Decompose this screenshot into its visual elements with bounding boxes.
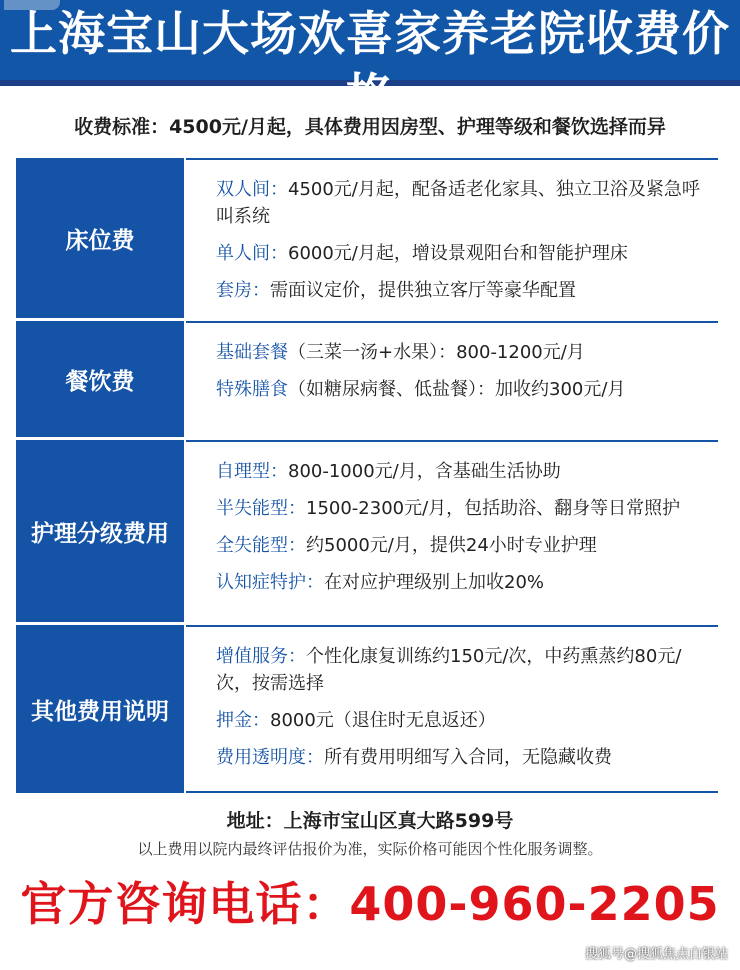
- fee-details: [186, 625, 718, 793]
- fee-item-label: 特殊膳食: [216, 379, 288, 400]
- fee-item-label: 双人间：: [216, 179, 288, 200]
- fee-item: [216, 569, 706, 596]
- page-title: 上海宝山大场欢喜家养老院收费价格: [10, 7, 730, 124]
- fee-item: [216, 277, 706, 304]
- fee-standard-summary: 收费标准：4500元/月起，具体费用因房型、护理等级和餐饮选择而异: [74, 116, 666, 138]
- fee-item-label: 套房：: [216, 280, 270, 301]
- fee-item: [216, 339, 706, 366]
- fee-item: [216, 707, 706, 734]
- fee-item: [216, 240, 706, 267]
- fee-row-bed: [16, 158, 718, 321]
- fee-row-other: [16, 625, 718, 796]
- fee-item-text: 4500元/月起，配备适老化家具、独立卫浴及紧急呼叫系统: [216, 179, 700, 227]
- fee-item-label: 增值服务：: [216, 646, 306, 667]
- fee-item-label: 自理型：: [216, 461, 288, 482]
- fee-item-text: 1500-2300元/月，包括助浴、翻身等日常照护: [306, 498, 681, 519]
- source-watermark: 搜狐号@搜狐焦点白银站: [584, 947, 728, 962]
- fee-item-text: 6000元/月起，增设景观阳台和智能护理床: [288, 243, 628, 264]
- fee-item: [216, 458, 706, 485]
- consult-phone: 官方咨询电话：400-960-2205: [20, 877, 720, 931]
- fee-item-text: （三菜一汤+水果）：800-1200元/月: [288, 342, 585, 363]
- price-disclaimer: 以上费用以院内最终评估报价为准，实际价格可能因个性化服务调整。: [137, 840, 603, 858]
- fee-item-text: 800-1000元/月，含基础生活协助: [288, 461, 561, 482]
- fee-item-text: 约5000元/月，提供24小时专业护理: [306, 535, 597, 556]
- category-label: 床位费: [16, 158, 186, 318]
- fee-item-text: 需面议定价，提供独立客厅等豪华配置: [270, 280, 576, 301]
- fee-table: [16, 158, 718, 796]
- category-label: 餐饮费: [16, 321, 186, 437]
- fee-row-nursing: [16, 440, 718, 625]
- fee-details: [186, 321, 718, 437]
- fee-item: [216, 744, 706, 771]
- fee-item-label: 费用透明度：: [216, 747, 324, 768]
- category-label: 护理分级费用: [16, 440, 186, 622]
- category-label: 其他费用说明: [16, 625, 186, 793]
- address: 地址：上海市宝山区真大路599号: [226, 810, 514, 832]
- fee-item-text: 在对应护理级别上加收20%: [324, 572, 545, 593]
- fee-item-label: 认知症特护：: [216, 572, 324, 593]
- fee-item: [216, 376, 706, 403]
- fee-item: [216, 532, 706, 559]
- fee-item-label: 半失能型：: [216, 498, 306, 519]
- fee-row-meals: [16, 321, 718, 440]
- fee-item-text: 8000元（退住时无息返还）: [270, 710, 496, 731]
- fee-details: [186, 158, 718, 318]
- fee-item-label: 押金：: [216, 710, 270, 731]
- fee-item: [216, 495, 706, 522]
- fee-details: [186, 440, 718, 622]
- title-banner: [0, 0, 740, 124]
- fee-item-label: 单人间：: [216, 243, 288, 264]
- fee-item-text: 个性化康复训练约150元/次，中药熏蒸约80元/次，按需选择: [216, 646, 682, 694]
- fee-item-label: 全失能型：: [216, 535, 306, 556]
- fee-item-text: （如糖尿病餐、低盐餐）：加收约300元/月: [288, 379, 626, 400]
- fee-item-label: 基础套餐: [216, 342, 288, 363]
- fee-item-text: 所有费用明细写入合同，无隐藏收费: [324, 747, 612, 768]
- fee-item: [216, 176, 706, 230]
- fee-item: [216, 643, 706, 697]
